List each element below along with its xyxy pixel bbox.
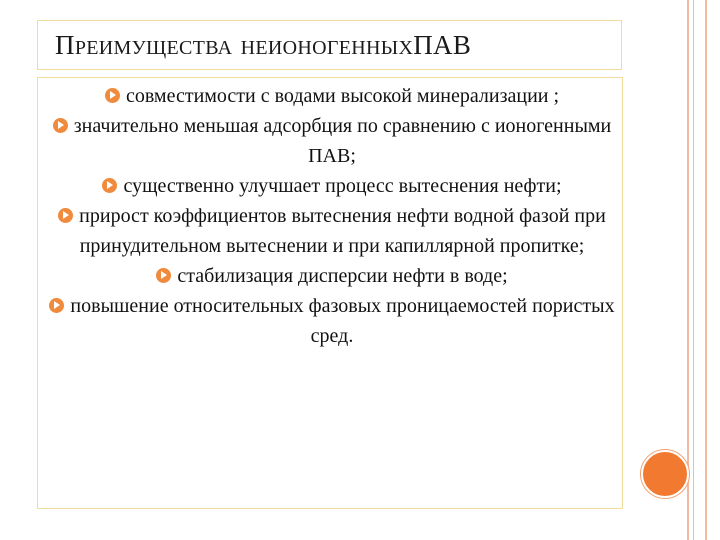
list-item — [42, 261, 622, 291]
arrow-bullet-icon — [102, 178, 117, 193]
list-item-text: прирост коэффициентов вытеснения нефти водной фазой при принудительном вытеснении и при капиллярной пропитке; — [79, 205, 606, 257]
title-initial: П — [55, 30, 75, 60]
arrow-bullet-icon — [105, 88, 120, 103]
bullet-list — [42, 81, 622, 351]
list-item — [42, 201, 622, 261]
list-item-text: совместимости с водами высокой минерализации ; — [125, 85, 560, 107]
arrow-bullet-icon — [156, 268, 171, 283]
list-item-text: повышение относительных фазовых проницаемостей пористых сред. — [70, 295, 615, 347]
title-word-2: НЕИОНОГЕННЫХ — [240, 37, 414, 59]
list-item — [42, 81, 622, 111]
title-word-3: ПАВ — [413, 30, 472, 60]
list-item — [42, 171, 622, 201]
list-item-text: стабилизация дисперсии нефти в воде; — [177, 265, 508, 287]
list-item-text: существенно улучшает процесс вытеснения нефти; — [123, 175, 562, 197]
list-item — [42, 111, 622, 171]
list-item-text: значительно меньшая адсорбция по сравнению с ионогенными ПАВ; — [73, 115, 612, 167]
title-word-1: РЕИМУЩЕСТВА — [74, 37, 233, 59]
decorative-line — [687, 0, 689, 540]
slide-title — [55, 25, 471, 62]
arrow-bullet-icon — [53, 118, 68, 133]
list-item — [42, 291, 622, 351]
decorative-circle — [641, 450, 689, 498]
arrow-bullet-icon — [49, 298, 64, 313]
decorative-line — [693, 0, 694, 540]
arrow-bullet-icon — [58, 208, 73, 223]
decorative-line — [705, 0, 707, 540]
